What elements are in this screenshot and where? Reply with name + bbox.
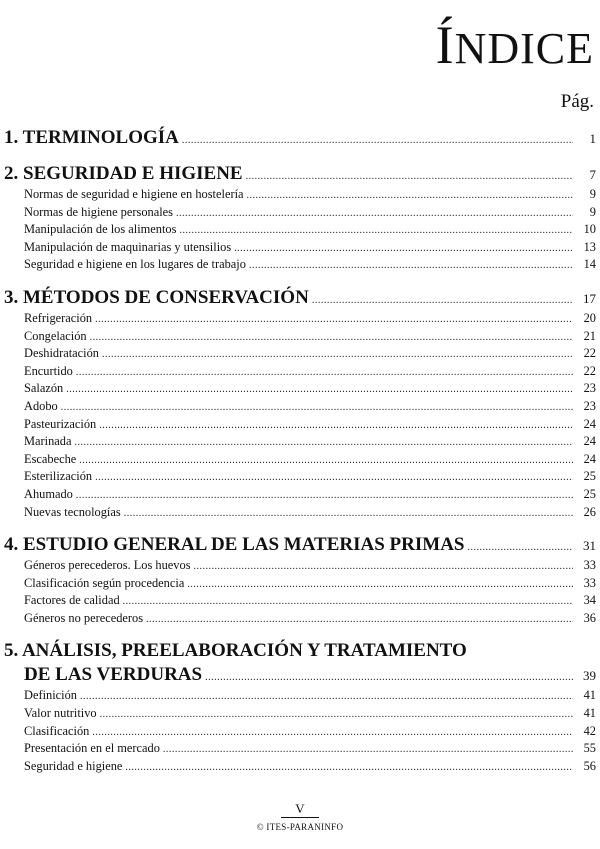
- leader-dots: [95, 311, 573, 329]
- entry-page: 20: [583, 310, 596, 325]
- chapter-title: DE LAS VERDURAS: [24, 664, 203, 686]
- entry-page: 13: [583, 239, 596, 254]
- leader-dots: [66, 381, 573, 399]
- table-of-contents: [4, 126, 596, 787]
- chapter-title-line1[interactable]: 5. ANÁLISIS, PREELABORACIÓN Y TRATAMIENTO: [4, 640, 467, 662]
- leader-dots: [80, 688, 573, 706]
- leader-dots: [205, 666, 573, 690]
- entry-label: Seguridad e higiene en los lugares de trabajo: [24, 257, 246, 272]
- leader-dots: [61, 399, 573, 417]
- toc-entry[interactable]: [24, 610, 596, 628]
- entry-page: 9: [589, 204, 596, 219]
- chapter-page: 31: [583, 538, 596, 554]
- entry-page: 55: [583, 741, 596, 756]
- entry-label: Nuevas tecnologías: [24, 504, 121, 519]
- toc-entry[interactable]: [24, 398, 596, 416]
- entry-label: Salazón: [24, 381, 64, 396]
- entry-page: 33: [583, 575, 596, 590]
- entry-page: 41: [583, 706, 596, 721]
- chapter-page: 39: [583, 668, 596, 684]
- toc-entry[interactable]: [24, 363, 596, 381]
- entry-page: 25: [583, 486, 596, 501]
- leader-dots: [187, 576, 573, 594]
- copyright-notice: © ITES-PARANINFO: [256, 822, 344, 832]
- toc-entry[interactable]: [24, 723, 596, 741]
- entry-page: 10: [583, 222, 596, 237]
- leader-dots: [99, 417, 573, 435]
- entry-label: Encurtido: [24, 363, 73, 378]
- page-footer: [0, 800, 600, 832]
- chapter-4: [4, 533, 596, 627]
- toc-entry[interactable]: [24, 256, 596, 274]
- chapter-2: [4, 162, 596, 274]
- entry-label: Esterilización: [24, 469, 93, 484]
- entry-page: 34: [583, 593, 596, 608]
- entry-label: Presentación en el mercado: [24, 741, 160, 756]
- page-column-label: Pág.: [560, 91, 594, 112]
- toc-entry[interactable]: [24, 204, 596, 222]
- entry-label: Géneros no perecederos: [24, 610, 144, 625]
- chapter-title: 4. ESTUDIO GENERAL DE LAS MATERIAS PRIMAS: [4, 534, 465, 556]
- leader-dots: [123, 593, 573, 611]
- toc-entry[interactable]: [24, 433, 596, 451]
- entry-page: 21: [583, 328, 596, 343]
- leader-dots: [234, 240, 573, 258]
- entry-label: Congelación: [24, 328, 87, 343]
- entry-page: 9: [589, 187, 596, 201]
- entry-page: 24: [583, 451, 596, 466]
- entry-page: 41: [583, 688, 596, 703]
- entry-page: 24: [583, 416, 596, 431]
- leader-dots: [125, 759, 573, 777]
- toc-entry[interactable]: [24, 345, 596, 363]
- entry-page: 33: [583, 558, 596, 573]
- toc-entry[interactable]: [24, 468, 596, 486]
- entry-label: Normas de higiene personales: [24, 204, 173, 219]
- leader-dots: [467, 536, 573, 560]
- entry-label: Definición: [24, 688, 77, 703]
- chapter-heading[interactable]: [4, 663, 596, 687]
- entry-label: Deshidratación: [24, 346, 100, 361]
- chapter-page: 17: [583, 290, 596, 306]
- entry-page: 36: [583, 610, 596, 625]
- leader-dots: [76, 487, 573, 505]
- entry-label: Pasteurización: [24, 416, 97, 431]
- leader-dots: [102, 346, 573, 364]
- toc-entry[interactable]: [24, 575, 596, 593]
- entry-label: Clasificación según procedencia: [24, 575, 185, 590]
- entry-label: Manipulación de maquinarias y utensilios: [24, 239, 232, 254]
- leader-dots: [76, 364, 573, 382]
- toc-entry[interactable]: [24, 239, 596, 257]
- leader-dots: [146, 611, 573, 629]
- leader-dots: [92, 724, 573, 742]
- entry-label: Géneros perecederos. Los huevos: [24, 558, 191, 573]
- leader-dots: [74, 434, 573, 452]
- toc-entry[interactable]: [24, 504, 596, 522]
- toc-entry[interactable]: [24, 758, 596, 776]
- entry-page: 23: [583, 398, 596, 413]
- leader-dots: [249, 257, 573, 275]
- leader-dots: [246, 165, 573, 189]
- toc-entry[interactable]: [24, 416, 596, 434]
- chapter-page: 7: [589, 167, 596, 182]
- entry-page: 42: [583, 723, 596, 738]
- entry-label: Manipulación de los alimentos: [24, 222, 177, 237]
- toc-entry[interactable]: [24, 557, 596, 575]
- chapter-3: [4, 286, 596, 521]
- entry-label: Adobo: [24, 398, 58, 413]
- toc-entry[interactable]: [24, 451, 596, 469]
- leader-dots: [79, 452, 573, 470]
- entry-label: Seguridad e higiene: [24, 758, 123, 773]
- toc-entry[interactable]: [24, 592, 596, 610]
- page-number: V: [281, 802, 318, 818]
- chapter-title: 3. MÉTODOS DE CONSERVACIÓN: [4, 286, 309, 308]
- chapter-heading[interactable]: [4, 286, 596, 310]
- toc-entry[interactable]: [24, 310, 596, 328]
- leader-dots: [95, 469, 573, 487]
- chapter-heading[interactable]: [4, 162, 596, 186]
- toc-entry[interactable]: [24, 186, 596, 204]
- entry-label: Escabeche: [24, 451, 77, 466]
- entry-label: Marinada: [24, 434, 72, 449]
- chapter-1: [4, 126, 596, 150]
- toc-entry[interactable]: [24, 221, 596, 239]
- chapter-page: 1: [589, 131, 596, 146]
- leader-dots: [194, 558, 573, 576]
- chapter-title: 1. TERMINOLOGÍA: [4, 127, 179, 148]
- toc-entry[interactable]: [24, 486, 596, 504]
- leader-dots: [90, 329, 573, 347]
- leader-dots: [163, 741, 573, 759]
- entry-page: 22: [583, 363, 596, 378]
- entry-page: 23: [583, 381, 596, 396]
- entry-page: 22: [583, 346, 596, 361]
- entry-label: Normas de seguridad e higiene en hostelería: [24, 187, 244, 201]
- page-title-rest: NDICE: [454, 24, 594, 73]
- leader-dots: [312, 289, 573, 313]
- toc-entry[interactable]: [24, 687, 596, 705]
- chapter-5: [4, 639, 596, 775]
- leader-dots: [179, 222, 573, 240]
- entry-label: Clasificación: [24, 723, 90, 738]
- chapter-heading[interactable]: [4, 533, 596, 557]
- entry-page: 26: [583, 504, 596, 519]
- entry-label: Factores de calidad: [24, 593, 120, 608]
- entry-label: Valor nutritivo: [24, 706, 97, 721]
- leader-dots: [247, 187, 573, 205]
- toc-entry[interactable]: [24, 328, 596, 346]
- toc-entry[interactable]: [24, 705, 596, 723]
- entry-page: 25: [583, 469, 596, 484]
- entry-page: 56: [583, 758, 596, 773]
- chapter-title: 2. SEGURIDAD E HIGIENE: [4, 163, 243, 184]
- entry-label: Refrigeración: [24, 310, 93, 325]
- toc-entry[interactable]: [24, 740, 596, 758]
- leader-dots: [124, 505, 573, 523]
- chapter-heading[interactable]: [4, 126, 596, 150]
- page-title-initial: Í: [435, 15, 455, 75]
- leader-dots: [100, 706, 573, 724]
- page-title: [435, 15, 594, 75]
- entry-page: 14: [583, 257, 596, 272]
- entry-label: Ahumado: [24, 486, 73, 501]
- leader-dots: [182, 129, 573, 153]
- leader-dots: [176, 205, 573, 223]
- entry-page: 24: [583, 434, 596, 449]
- toc-entry[interactable]: [24, 380, 596, 398]
